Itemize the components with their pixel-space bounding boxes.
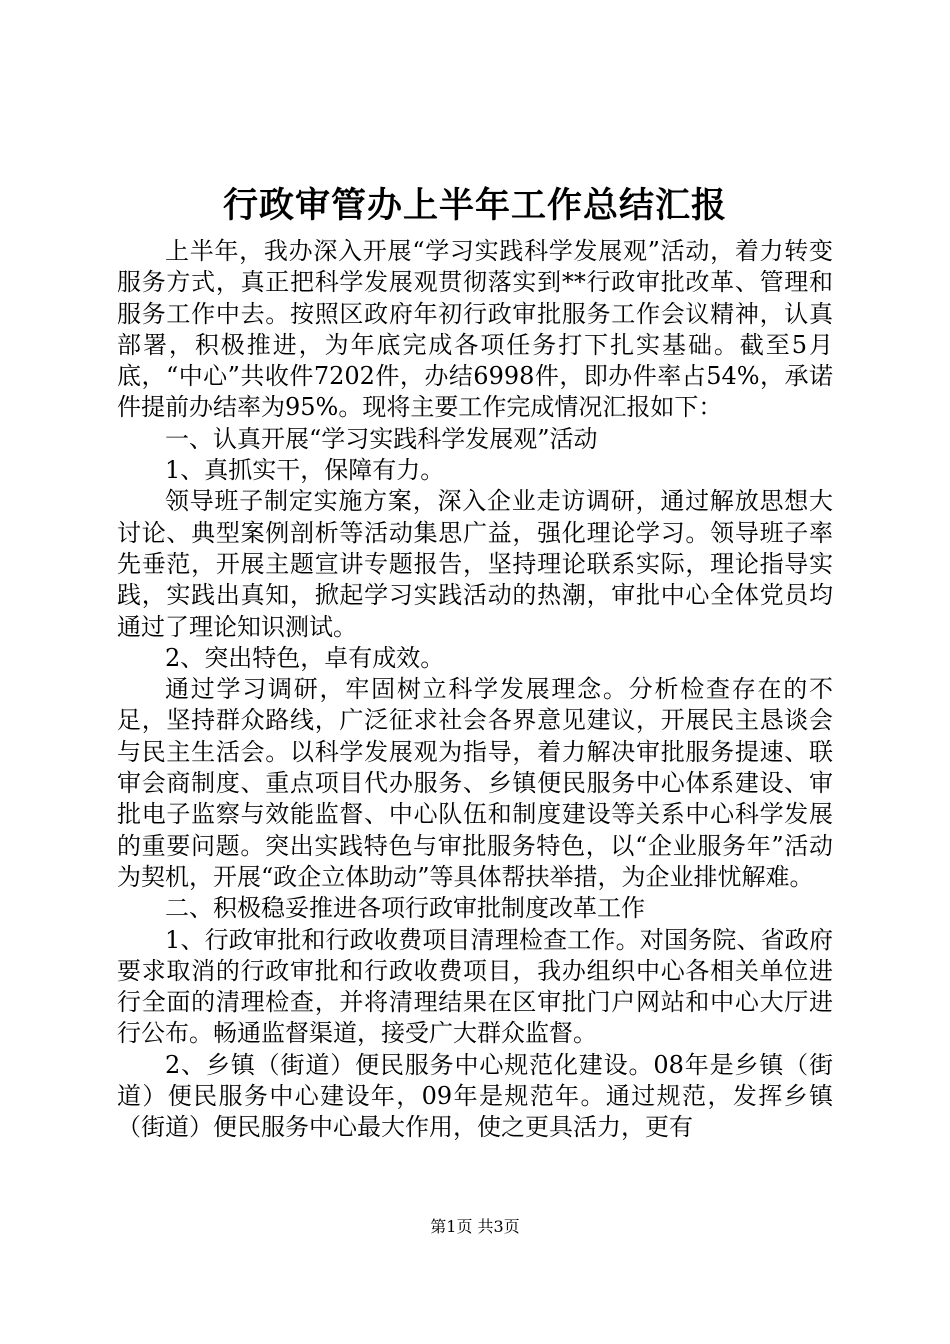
subheading-1-2: 2、突出特色，卓有成效。 (165, 643, 445, 672)
section-heading-1: 一、认真开展“学习实践科学发展观”活动 (165, 424, 598, 453)
paragraph-2-1: 1、行政审批和行政收费项目清理检查工作。对国务院、省政府要求取消的行政审批和行政收费项目，我办组织中心各相关单位进行全面的清理检查，并将清理结果在区审批门户网站和中心大厅进行公布。畅通监督渠道，接受广大群众监督。 (117, 925, 833, 1048)
page-indicator: 第1页 共3页 (430, 1217, 520, 1236)
document-title: 行政审管办上半年工作总结汇报 (222, 185, 727, 226)
section-heading-2: 二、积极稳妥推进各项行政审批制度改革工作 (165, 894, 645, 923)
paragraph-intro: 上半年，我办深入开展“学习实践科学发展观”活动，着力转变服务方式，真正把科学发展观贯彻落实到**行政审批改革、管理和服务工作中去。按照区政府年初行政审批服务工作会议精神，认真部署，积极推进，为年底完成各项任务打下扎实基础。截至5月底，“中心”共收件7202件，办结6998件，即办件率占54%，承诺件提前办结率为95%。现将主要工作完成情况汇报如下： (117, 237, 833, 422)
paragraph-2-2: 2、乡镇（街道）便民服务中心规范化建设。08年是乡镇（街道）便民服务中心建设年，09年是规范年。通过规范，发挥乡镇（街道）便民服务中心最大作用，使之更具活力，更有 (117, 1050, 833, 1142)
subheading-1-1: 1、真抓实干，保障有力。 (165, 456, 445, 485)
paragraph-1-1: 领导班子制定实施方案，深入企业走访调研，通过解放思想大讨论、典型案例剖析等活动集思广益，强化理论学习。领导班子率先垂范，开展主题宣讲专题报告，坚持理论联系实际，理论指导实践，实践出真知，掀起学习实践活动的热潮，审批中心全体党员均通过了理论知识测试。 (117, 487, 833, 641)
document-body (117, 236, 833, 1144)
paragraph-1-2: 通过学习调研，牢固树立科学发展理念。分析检查存在的不足，坚持群众路线，广泛征求社会各界意见建议，开展民主恳谈会与民主生活会。以科学发展观为指导，着力解决审批服务提速、联审会商制度、重点项目代办服务、乡镇便民服务中心体系建设、审批电子监察与效能监督、中心队伍和制度建设等关系中心科学发展的重要问题。突出实践特色与审批服务特色，以“企业服务年”活动为契机，开展“政企立体助动”等具体帮扶举措，为企业排忧解难。 (117, 675, 833, 891)
